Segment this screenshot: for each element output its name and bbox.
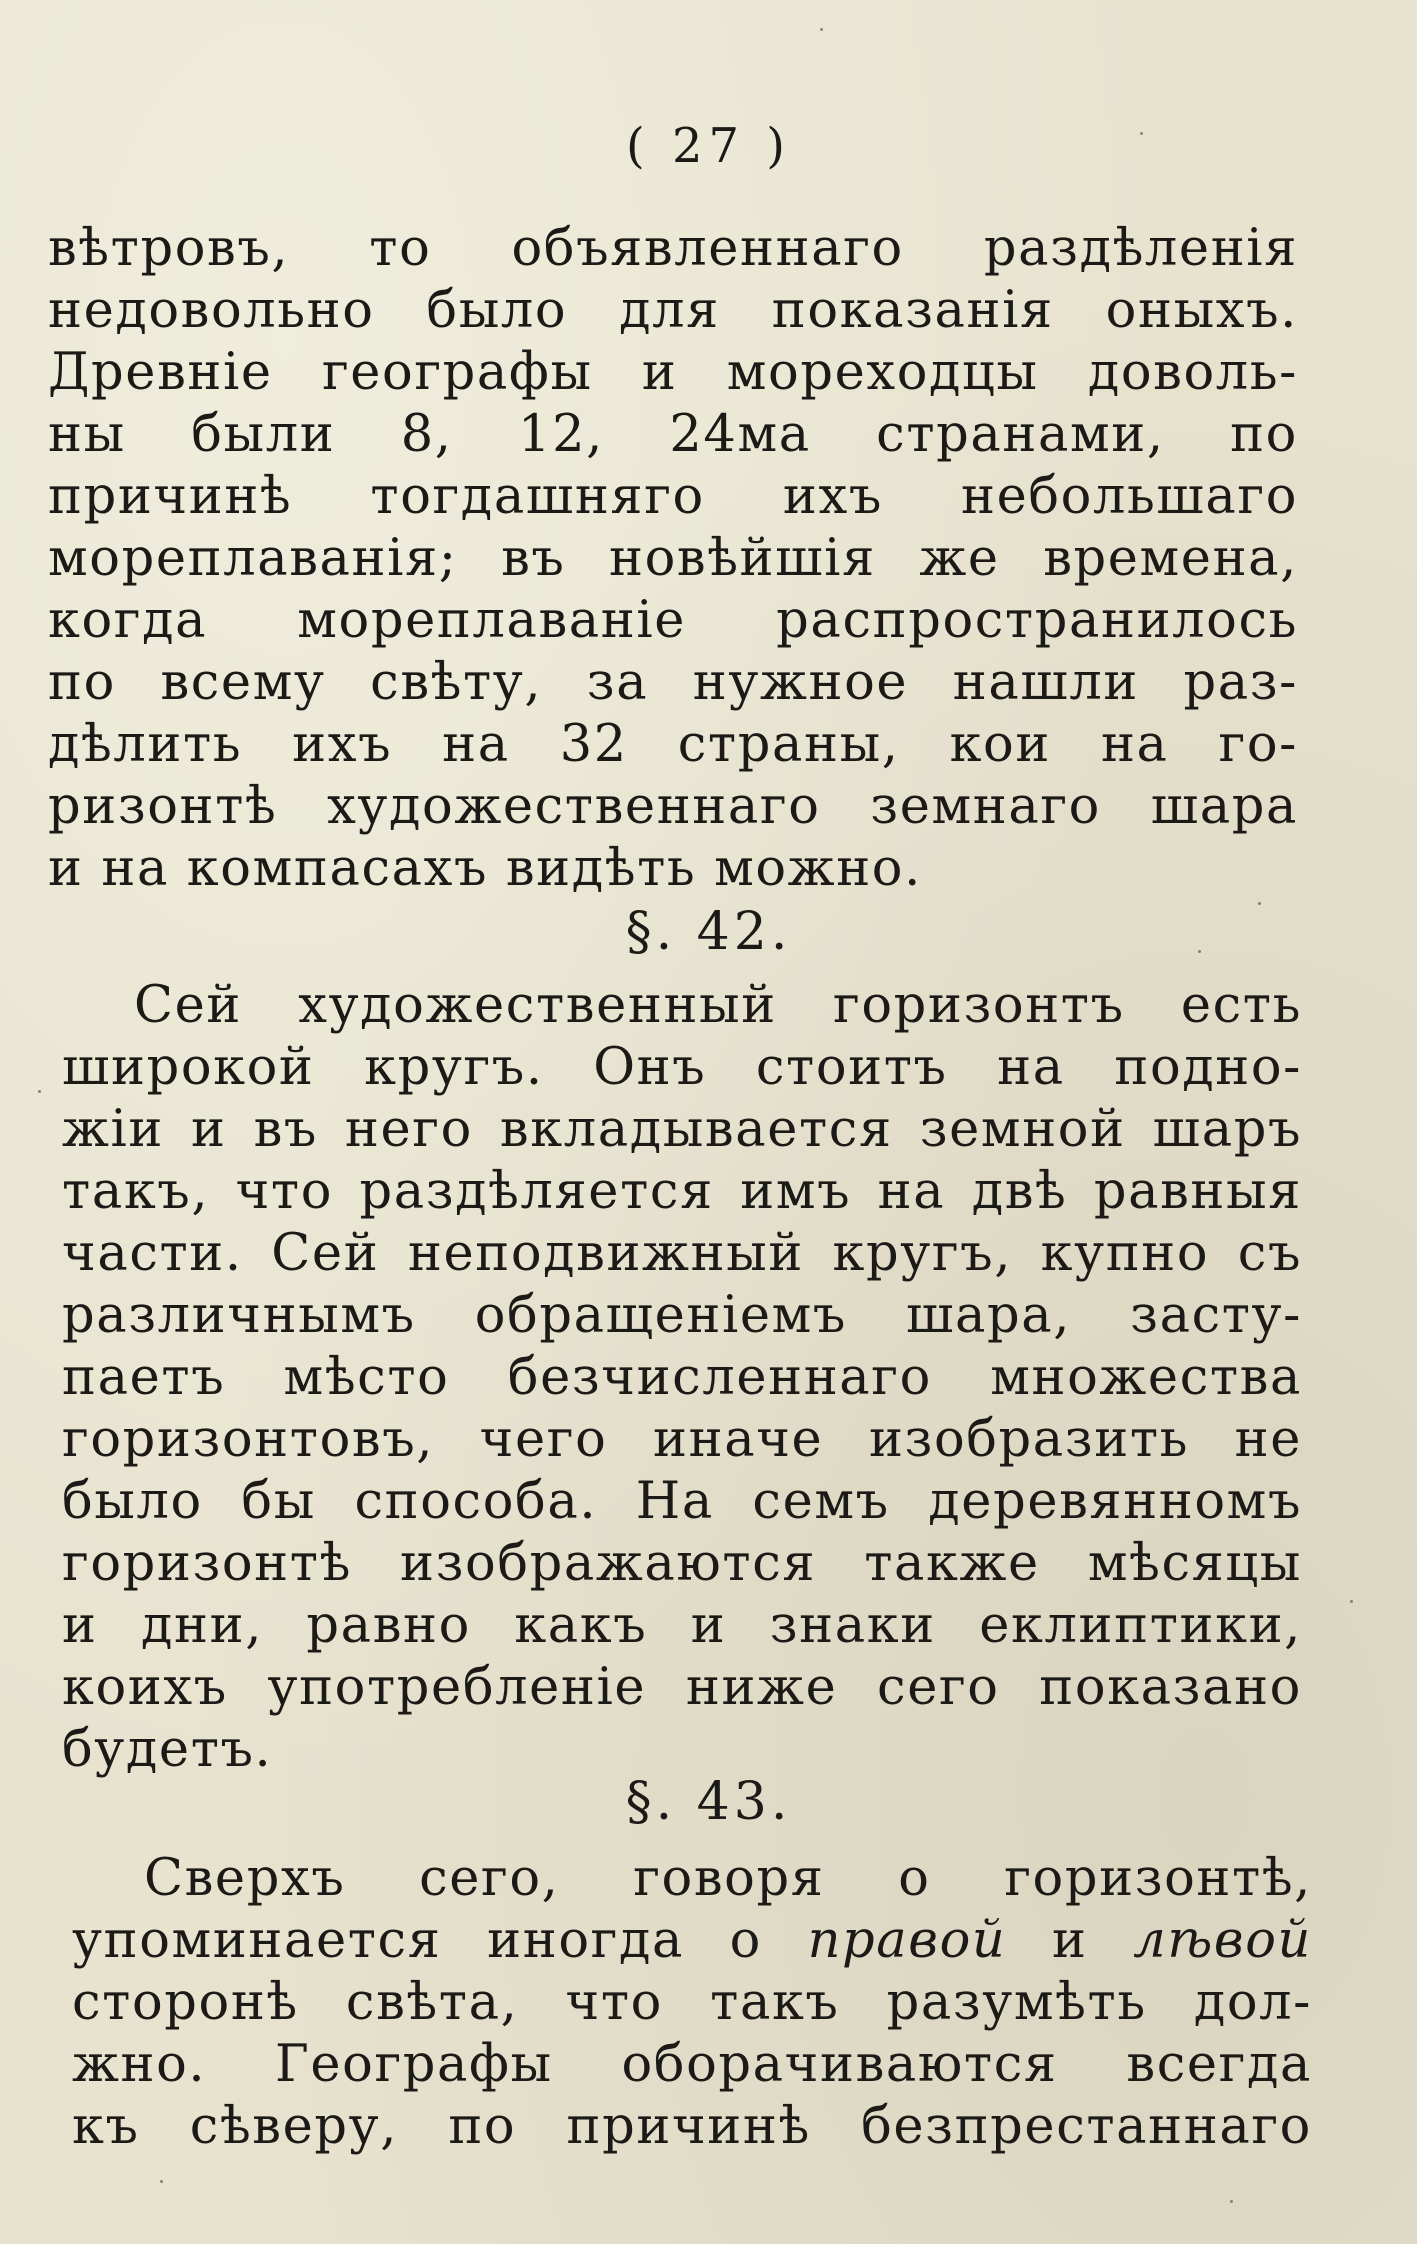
text-line: недовольно было для показанія оныхъ. xyxy=(48,281,1298,340)
text-line: когда мореплаваніе распространилось xyxy=(48,591,1298,650)
section-heading-42: §. 42. xyxy=(625,902,792,962)
text-line: сторонѣ свѣта, что такъ разумѣть дол- xyxy=(72,1973,1312,2032)
text-line: было бы способа. На семъ деревянномъ xyxy=(62,1472,1302,1531)
text-line: ризонтѣ художественнаго земнаго шара xyxy=(48,777,1298,836)
text-line: причинѣ тогдашняго ихъ небольшаго xyxy=(48,467,1298,526)
section-43-body xyxy=(72,1848,1312,2158)
text-line: Сверхъ сего, говоря о горизонтѣ, xyxy=(144,1849,1312,1908)
section-42-body xyxy=(62,975,1302,1781)
text-line: различнымъ обращеніемъ шара, засту- xyxy=(62,1286,1302,1345)
text-line: по всему свѣту, за нужное нашли раз- xyxy=(48,653,1298,712)
text-line-with-emphasis xyxy=(72,1910,1312,1972)
paper-speck xyxy=(160,2180,163,2183)
section-heading-43: §. 43. xyxy=(625,1772,792,1832)
text-line: широкой кругъ. Онъ стоитъ на подно- xyxy=(62,1038,1302,1097)
emphasis-right: правой xyxy=(807,1911,1007,1970)
text-line: и дни, равно какъ и знаки еклиптики, xyxy=(62,1596,1302,1655)
paper-speck xyxy=(820,28,823,31)
text-line: горизонтѣ изображаются также мѣсяцы xyxy=(62,1534,1302,1593)
text-line: Древніе географы и мореходцы доволь- xyxy=(48,343,1298,402)
paper-speck xyxy=(1198,950,1201,953)
page-number: ( 27 ) xyxy=(625,118,792,174)
paper-speck xyxy=(1230,2200,1233,2203)
text-line: жіи и въ него вкладывается земной шаръ xyxy=(62,1100,1302,1159)
text-fragment: упоминается иногда о xyxy=(72,1911,808,1970)
text-line: Сей художественный горизонтъ есть xyxy=(134,976,1302,1035)
emphasis-left: лѣвой xyxy=(1133,1911,1312,1970)
text-line: паетъ мѣсто безчисленнаго множества xyxy=(62,1348,1302,1407)
text-line: къ сѣверу, по причинѣ безпрестаннаго xyxy=(72,2097,1312,2156)
text-line: мореплаванія; въ новѣйшія же времена, xyxy=(48,529,1298,588)
text-line: горизонтовъ, чего иначе изобразить не xyxy=(62,1410,1302,1469)
paper-speck xyxy=(1258,902,1261,905)
text-fragment: и xyxy=(1006,1911,1134,1970)
text-line: дѣлить ихъ на 32 страны, кои на го- xyxy=(48,715,1298,774)
text-line: жно. Географы оборачиваются всегда xyxy=(72,2035,1312,2094)
paper-speck xyxy=(1140,132,1143,135)
text-line: части. Сей неподвижный кругъ, купно съ xyxy=(62,1224,1302,1283)
text-line: вѣтровъ, то объявленнаго раздѣленія xyxy=(48,219,1298,278)
text-line: ны были 8, 12, 24ма странами, по xyxy=(48,405,1298,464)
paragraph-continued xyxy=(48,218,1298,900)
text-line: коихъ употребленіе ниже сего показано xyxy=(62,1658,1302,1717)
text-line: и на компасахъ видѣть можно. xyxy=(48,839,922,898)
paper-speck xyxy=(1350,1600,1353,1603)
text-line: такъ, что раздѣляется имъ на двѣ равныя xyxy=(62,1162,1302,1221)
paper-speck xyxy=(38,1090,41,1093)
text-line: будетъ. xyxy=(62,1720,273,1779)
